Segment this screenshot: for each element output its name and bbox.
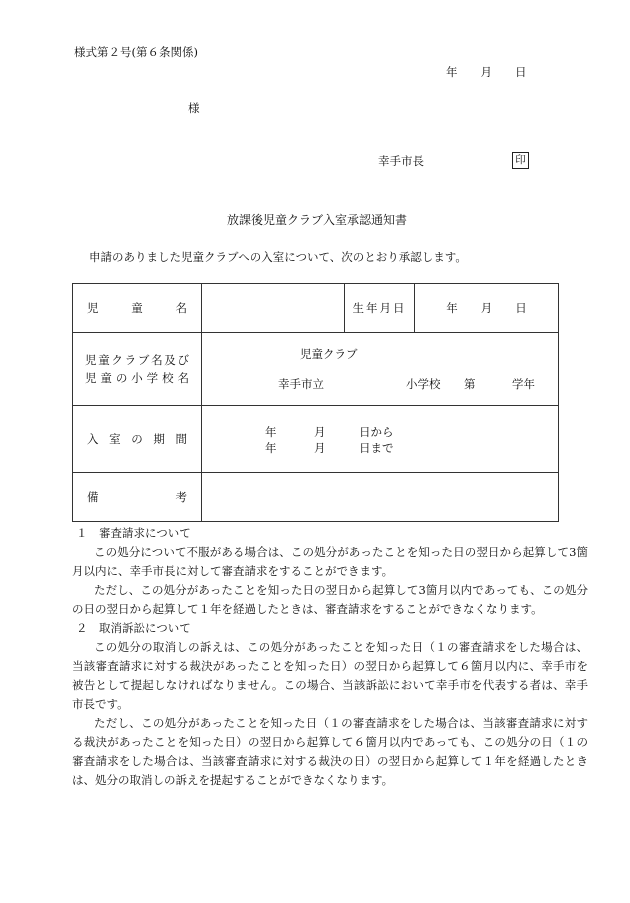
approval-table [72, 283, 559, 522]
notes-section [72, 524, 588, 790]
school-suffix: 小学校 [406, 377, 441, 391]
grade-suffix: 学年 [512, 377, 535, 391]
section1-paragraph2: ただし、この処分があったことを知った日の翌日から起算して3箇月以内であっても、この処分の日の翌日から起算して１年を経過したときは、審査請求をすることができなくなります。 [72, 583, 588, 616]
period-value [202, 406, 559, 473]
child-name-label: 児童名 [73, 284, 202, 333]
club-label-line2: 児童の小学校名 [85, 371, 189, 385]
period-from-year: 年 [265, 425, 277, 439]
section2-paragraph1: この処分の取消しの訴えは、この処分があったことを知った日（１の審査請求をした場合は、当該審査請求に対する裁決があったことを知った日）の翌日から起算して６箇月以内に、幸手市を被告として提起しなければなりません。この場合、当該訴訟において幸手市を代表する者は、幸手市長です。 [72, 640, 588, 711]
period-from-month: 月 [314, 425, 326, 439]
section1-paragraph1: この処分について不服がある場合は、この処分があったことを知った日の翌日から起算して3箇月以内に、幸手市長に対して審査請求をすることができます。 [72, 545, 588, 578]
grade-prefix: 第 [464, 377, 476, 391]
issuer-name: 幸手市長 [378, 154, 424, 168]
birthdate-value: 年 月 日 [415, 284, 559, 333]
issue-date: 年 月 日 [446, 65, 527, 79]
seal-mark: 印 [512, 152, 529, 169]
club-label-line1: 児童クラブ名及び [85, 353, 189, 367]
club-label [73, 333, 202, 406]
form-number: 様式第２号(第６条関係) [74, 45, 198, 59]
period-to-year: 年 [265, 441, 277, 455]
row-remarks [73, 473, 559, 522]
child-name-value [202, 284, 345, 333]
period-label: 入室の期間 [73, 406, 202, 473]
period-to-month: 月 [314, 441, 326, 455]
intro-text: 申請のありました児童クラブへの入室について、次のとおり承認します。 [89, 250, 467, 264]
addressee: 様 [188, 101, 200, 115]
birthdate-label: 生年月日 [345, 284, 415, 333]
club-value [202, 333, 559, 406]
row-period [73, 406, 559, 473]
city-school: 幸手市立 [278, 377, 324, 391]
period-from-day: 日から [359, 425, 394, 439]
document-title: 放課後児童クラブ入室承認通知書 [227, 213, 408, 227]
section2-paragraph2: ただし、この処分があったことを知った日（１の審査請求をした場合は、当該審査請求に対する裁決があったことを知った日）の翌日から起算して６箇月以内であっても、この処分の日（１の審査請求をした場合は、当該審査請求に対する裁決の日）の翌日から起算して１年を経過したときは、処分の取消しの訴えを提起することができなくなります。 [72, 716, 588, 787]
remarks-label: 備考 [73, 473, 202, 522]
row-child-name [73, 284, 559, 333]
remarks-value [202, 473, 559, 522]
section1-heading: １ 審査請求について [76, 526, 191, 540]
section2-heading: ２ 取消訴訟について [76, 621, 191, 635]
club-suffix: 児童クラブ [300, 347, 358, 361]
row-club [73, 333, 559, 406]
period-to-day: 日まで [359, 441, 394, 455]
